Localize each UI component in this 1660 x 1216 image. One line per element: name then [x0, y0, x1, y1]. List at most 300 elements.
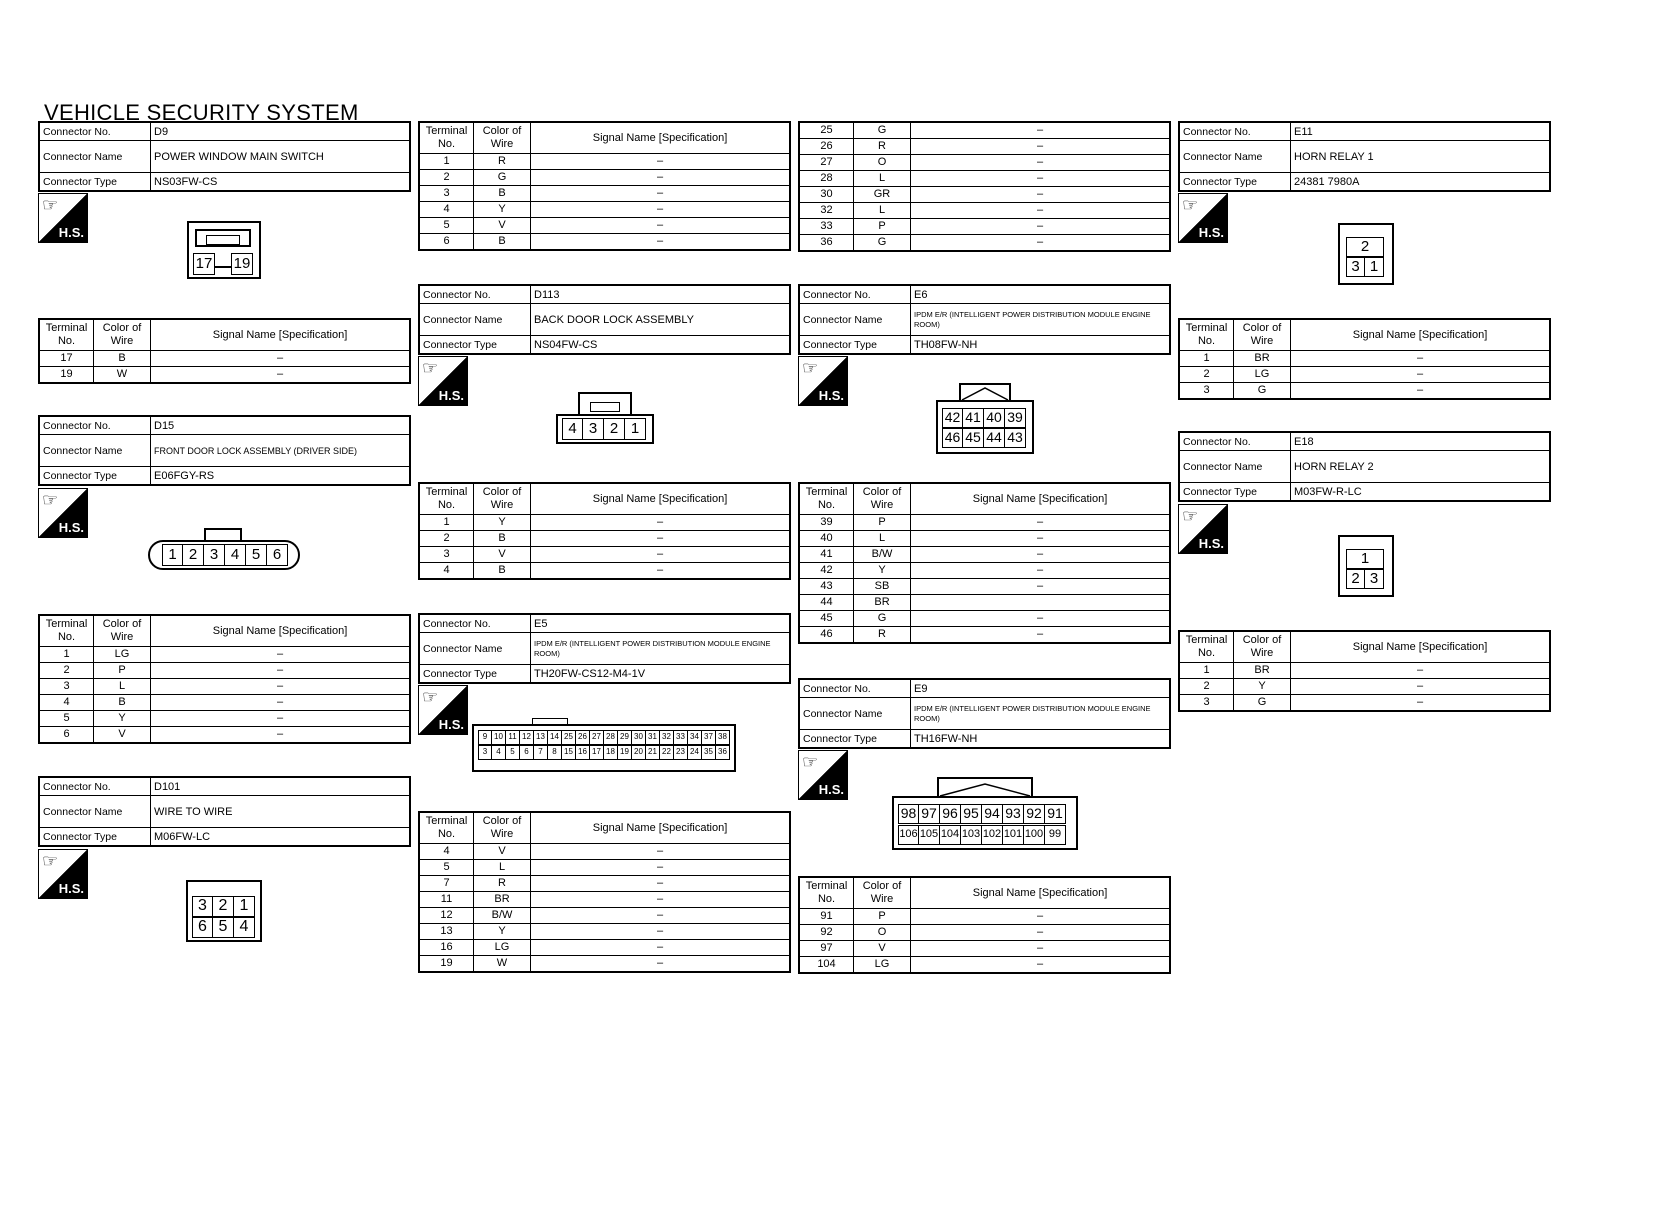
wire-color-cell: Y — [474, 202, 531, 218]
table-row — [419, 234, 790, 251]
table-row — [419, 860, 790, 876]
harness-side-icon: ☞ H.S. — [1178, 504, 1228, 554]
signal-name-cell: – — [911, 563, 1171, 579]
terminal-no-cell: 39 — [799, 515, 854, 531]
signal-name-cell: – — [151, 711, 411, 727]
connector-name-value: IPDM E/R (INTELLIGENT POWER DISTRIBUTION MODULE ENGINE ROOM) — [531, 633, 791, 665]
wire-color-cell: Y — [854, 563, 911, 579]
pin: 97 — [919, 804, 940, 824]
pin: 42 — [942, 408, 963, 428]
pin: 6 — [192, 917, 213, 938]
color-header: Color of Wire — [94, 319, 151, 351]
wire-color-cell: P — [854, 515, 911, 531]
pin: 25 — [562, 730, 576, 745]
table-row — [39, 727, 410, 744]
connector-type-value: E06FGY-RS — [151, 467, 411, 486]
terminal-no-cell: 45 — [799, 611, 854, 627]
wire-color-cell: B — [94, 695, 151, 711]
pin: 13 — [534, 730, 548, 745]
signal-name-cell: – — [911, 909, 1171, 925]
terminal-table-e18 — [1178, 630, 1551, 712]
terminal-no-cell: 1 — [39, 647, 94, 663]
pin: 3 — [192, 896, 213, 917]
signal-name-cell: – — [911, 627, 1171, 644]
table-row — [799, 515, 1170, 531]
connector-no-value: D9 — [151, 122, 411, 141]
connector-no-value: D101 — [151, 777, 411, 796]
pin: 39 — [1005, 408, 1026, 428]
terminal-no-cell: 1 — [419, 154, 474, 170]
terminal-no-cell: 12 — [419, 908, 474, 924]
pin: 15 — [562, 745, 576, 760]
pin: 3 — [204, 544, 225, 566]
connector-no-label: Connector No. — [1179, 432, 1291, 451]
pin: 44 — [984, 428, 1005, 448]
terminal-no-cell: 4 — [419, 844, 474, 860]
pin: 45 — [963, 428, 984, 448]
table-row — [799, 579, 1170, 595]
wire-color-cell: V — [94, 727, 151, 744]
pin: 93 — [1003, 804, 1024, 824]
table-row — [799, 122, 1170, 139]
pin: 95 — [961, 804, 982, 824]
signal-name-cell: – — [911, 171, 1171, 187]
signal-header: Signal Name [Specification] — [1291, 631, 1551, 663]
terminal-no-cell: 6 — [39, 727, 94, 744]
terminal-no-cell: 3 — [419, 547, 474, 563]
pin: 22 — [660, 745, 674, 760]
connector-type-label: Connector Type — [39, 173, 151, 192]
signal-name-cell: – — [911, 611, 1171, 627]
terminal-no-cell: 2 — [1179, 679, 1234, 695]
pin: 104 — [940, 825, 961, 845]
table-row — [39, 711, 410, 727]
pin: 3 — [583, 418, 604, 440]
signal-name-cell: – — [531, 515, 791, 531]
pin: 96 — [940, 804, 961, 824]
pin: 17 — [590, 745, 604, 760]
wire-color-cell: L — [854, 171, 911, 187]
terminal-no-cell: 2 — [1179, 367, 1234, 383]
signal-header: Signal Name [Specification] — [151, 319, 411, 351]
pin: 35 — [702, 745, 716, 760]
signal-name-cell: – — [151, 727, 411, 744]
connector-name-label: Connector Name — [419, 633, 531, 665]
signal-header: Signal Name [Specification] — [531, 483, 791, 515]
table-row — [1179, 367, 1550, 383]
connector-no-value: E6 — [911, 285, 1171, 304]
wire-color-cell: V — [474, 547, 531, 563]
wire-color-cell: R — [854, 627, 911, 644]
table-row — [799, 547, 1170, 563]
signal-name-cell — [911, 595, 1171, 611]
pin: 4 — [492, 745, 506, 760]
color-header: Color of Wire — [1234, 319, 1291, 351]
connector-e6 — [798, 284, 1171, 355]
wire-color-cell: B — [94, 351, 151, 367]
terminal-no-cell: 19 — [419, 956, 474, 973]
terminal-no-cell: 97 — [799, 941, 854, 957]
pin: 37 — [702, 730, 716, 745]
terminal-no-cell: 3 — [39, 679, 94, 695]
terminal-no-cell: 1 — [419, 515, 474, 531]
signal-name-cell: – — [1291, 351, 1551, 367]
connector-name-value: IPDM E/R (INTELLIGENT POWER DISTRIBUTION MODULE ENGINE ROOM) — [911, 698, 1171, 730]
pin: 99 — [1045, 825, 1066, 845]
signal-name-cell: – — [531, 218, 791, 234]
wire-color-cell: B — [474, 186, 531, 202]
signal-name-cell: – — [911, 925, 1171, 941]
wire-color-cell: BR — [1234, 663, 1291, 679]
pin: 43 — [1005, 428, 1026, 448]
table-row — [799, 155, 1170, 171]
signal-name-cell: – — [1291, 367, 1551, 383]
color-header: Color of Wire — [474, 812, 531, 844]
connector-no-value: E18 — [1291, 432, 1551, 451]
signal-name-cell: – — [1291, 679, 1551, 695]
connector-header — [38, 121, 411, 192]
wire-color-cell: G — [854, 122, 911, 139]
wire-color-cell: B/W — [474, 908, 531, 924]
table-row — [799, 171, 1170, 187]
pin: 105 — [919, 825, 940, 845]
connector-no-label: Connector No. — [419, 285, 531, 304]
terminal-no-cell: 5 — [419, 218, 474, 234]
color-header: Color of Wire — [1234, 631, 1291, 663]
terminal-no-header: Terminal No. — [799, 877, 854, 909]
pin: 32 — [660, 730, 674, 745]
wire-color-cell: R — [474, 876, 531, 892]
signal-name-cell: – — [531, 956, 791, 973]
terminal-no-cell: 104 — [799, 957, 854, 974]
connector-e18-face — [1338, 535, 1394, 597]
pin: 29 — [618, 730, 632, 745]
table-row — [799, 531, 1170, 547]
signal-name-cell: – — [531, 876, 791, 892]
terminal-no-cell: 42 — [799, 563, 854, 579]
table-row — [799, 627, 1170, 644]
wire-color-cell: LG — [474, 940, 531, 956]
connector-type-value: TH16FW-NH — [911, 730, 1171, 749]
table-row — [39, 367, 410, 384]
pin: 3 — [478, 745, 492, 760]
connector-type-value: TH08FW-NH — [911, 336, 1171, 355]
pin: 28 — [604, 730, 618, 745]
connector-name-value: HORN RELAY 1 — [1291, 141, 1551, 173]
table-row — [419, 515, 790, 531]
signal-header: Signal Name [Specification] — [911, 877, 1171, 909]
connector-no-label: Connector No. — [799, 679, 911, 698]
pin: 36 — [716, 745, 730, 760]
terminal-no-cell: 30 — [799, 187, 854, 203]
terminal-no-cell: 2 — [419, 170, 474, 186]
signal-name-cell: – — [911, 547, 1171, 563]
pin: 102 — [982, 825, 1003, 845]
terminal-no-cell: 11 — [419, 892, 474, 908]
terminal-no-cell: 6 — [419, 234, 474, 251]
pin: 30 — [632, 730, 646, 745]
terminal-no-cell: 5 — [419, 860, 474, 876]
wire-color-cell: G — [854, 235, 911, 252]
connector-name-label: Connector Name — [39, 435, 151, 467]
wire-color-cell: G — [854, 611, 911, 627]
signal-name-cell: – — [531, 531, 791, 547]
pin: 2 — [213, 896, 234, 917]
pin: 94 — [982, 804, 1003, 824]
harness-side-icon: ☞ H.S. — [38, 193, 88, 243]
terminal-no-cell: 4 — [39, 695, 94, 711]
table-row — [419, 531, 790, 547]
table-row — [419, 876, 790, 892]
terminal-no-cell: 2 — [39, 663, 94, 679]
terminal-no-cell: 33 — [799, 219, 854, 235]
connector-d101-face — [186, 880, 262, 942]
wire-color-cell: B — [474, 531, 531, 547]
wire-color-cell: LG — [94, 647, 151, 663]
terminal-no-cell: 3 — [1179, 383, 1234, 400]
signal-header: Signal Name [Specification] — [151, 615, 411, 647]
signal-name-cell: – — [911, 155, 1171, 171]
terminal-no-header: Terminal No. — [1179, 319, 1234, 351]
wire-color-cell: O — [854, 155, 911, 171]
connector-name-value: HORN RELAY 2 — [1291, 451, 1551, 483]
wire-color-cell: BR — [854, 595, 911, 611]
connector-name-label: Connector Name — [419, 304, 531, 336]
pin: 4 — [234, 917, 255, 938]
terminal-no-cell: 4 — [419, 202, 474, 218]
signal-name-cell: – — [151, 663, 411, 679]
signal-name-cell: – — [911, 941, 1171, 957]
table-row — [419, 563, 790, 580]
pin: 5 — [506, 745, 520, 760]
pin: 19 — [618, 745, 632, 760]
wire-color-cell: V — [474, 844, 531, 860]
pin: 8 — [548, 745, 562, 760]
wire-color-cell: Y — [474, 924, 531, 940]
signal-header: Signal Name [Specification] — [1291, 319, 1551, 351]
pin: 41 — [963, 408, 984, 428]
harness-side-icon: ☞ H.S. — [38, 849, 88, 899]
connector-type-label: Connector Type — [39, 467, 151, 486]
terminal-table-e11 — [1178, 318, 1551, 400]
connector-name-label: Connector Name — [39, 141, 151, 173]
pin: 3 — [1365, 569, 1384, 589]
connector-name-label: Connector Name — [39, 796, 151, 828]
wire-color-cell: R — [854, 139, 911, 155]
pin: 12 — [520, 730, 534, 745]
connector-type-value: M03FW-R-LC — [1291, 483, 1551, 502]
connector-type-label: Connector Type — [39, 828, 151, 847]
pin: 40 — [984, 408, 1005, 428]
color-header: Color of Wire — [474, 483, 531, 515]
connector-e5 — [418, 613, 791, 684]
signal-name-cell: – — [531, 940, 791, 956]
pin: 92 — [1024, 804, 1045, 824]
signal-name-cell: – — [151, 679, 411, 695]
connector-d9-face — [187, 221, 261, 279]
connector-type-value: 24381 7980A — [1291, 173, 1551, 192]
color-header: Color of Wire — [94, 615, 151, 647]
connector-name-value: BACK DOOR LOCK ASSEMBLY — [531, 304, 791, 336]
connector-type-value: NS04FW-CS — [531, 336, 791, 355]
terminal-table-d9 — [38, 318, 411, 384]
table-row — [39, 695, 410, 711]
table-row — [799, 957, 1170, 974]
connector-no-value: E5 — [531, 614, 791, 633]
signal-name-cell: – — [531, 924, 791, 940]
wire-color-cell: G — [1234, 383, 1291, 400]
table-row — [39, 351, 410, 367]
wire-color-cell: W — [474, 956, 531, 973]
terminal-no-header: Terminal No. — [419, 122, 474, 154]
pin: 91 — [1045, 804, 1066, 824]
wire-color-cell: BR — [1234, 351, 1291, 367]
pin: 1 — [234, 896, 255, 917]
terminal-no-cell: 2 — [419, 531, 474, 547]
pin: 46 — [942, 428, 963, 448]
terminal-no-cell: 3 — [419, 186, 474, 202]
pin: 38 — [716, 730, 730, 745]
wire-color-cell: Y — [94, 711, 151, 727]
signal-name-cell: – — [911, 957, 1171, 974]
connector-no-label: Connector No. — [1179, 122, 1291, 141]
wire-color-cell: P — [94, 663, 151, 679]
table-row — [1179, 663, 1550, 679]
table-row — [419, 202, 790, 218]
pin: 1 — [625, 418, 646, 440]
wire-color-cell: W — [94, 367, 151, 384]
terminal-no-header: Terminal No. — [419, 483, 474, 515]
table-row — [799, 909, 1170, 925]
connector-no-value: E9 — [911, 679, 1171, 698]
signal-name-cell: – — [531, 908, 791, 924]
wire-color-cell: V — [854, 941, 911, 957]
connector-no-label: Connector No. — [419, 614, 531, 633]
wire-color-cell: L — [854, 203, 911, 219]
wire-color-cell: LG — [1234, 367, 1291, 383]
terminal-no-cell: 3 — [1179, 695, 1234, 712]
terminal-no-cell: 36 — [799, 235, 854, 252]
signal-header: Signal Name [Specification] — [911, 483, 1171, 515]
connector-type-label: Connector Type — [419, 665, 531, 684]
pin: 11 — [506, 730, 520, 745]
pin: 16 — [576, 745, 590, 760]
table-row — [799, 611, 1170, 627]
pin: 2 — [604, 418, 625, 440]
pin: 3 — [1346, 257, 1365, 277]
wire-color-cell: B/W — [854, 547, 911, 563]
connector-name-label: Connector Name — [1179, 141, 1291, 173]
table-row — [799, 203, 1170, 219]
connector-name-value: POWER WINDOW MAIN SWITCH — [151, 141, 411, 173]
terminal-no-cell: 13 — [419, 924, 474, 940]
signal-name-cell: – — [531, 547, 791, 563]
harness-side-icon: ☞ H.S. — [38, 488, 88, 538]
terminal-no-cell: 91 — [799, 909, 854, 925]
terminal-no-cell: 19 — [39, 367, 94, 384]
wire-color-cell: O — [854, 925, 911, 941]
table-row — [419, 956, 790, 973]
pin: 27 — [590, 730, 604, 745]
table-row — [39, 647, 410, 663]
pin: 7 — [534, 745, 548, 760]
table-row — [419, 908, 790, 924]
table-row — [419, 940, 790, 956]
table-row — [419, 170, 790, 186]
signal-header: Signal Name [Specification] — [531, 812, 791, 844]
connector-e6-face — [936, 382, 1034, 454]
pin: 10 — [492, 730, 506, 745]
pin: 9 — [478, 730, 492, 745]
signal-name-cell: – — [531, 892, 791, 908]
wire-color-cell: V — [474, 218, 531, 234]
terminal-no-cell: 1 — [1179, 351, 1234, 367]
terminal-no-cell: 28 — [799, 171, 854, 187]
pin: 6 — [520, 745, 534, 760]
pin: 18 — [604, 745, 618, 760]
pin: 4 — [225, 544, 246, 566]
pin: 98 — [898, 804, 919, 824]
connector-e18 — [1178, 431, 1551, 502]
pin: 23 — [674, 745, 688, 760]
pin: 26 — [576, 730, 590, 745]
signal-name-cell: – — [911, 187, 1171, 203]
harness-side-icon: ☞ H.S. — [798, 356, 848, 406]
signal-name-cell: – — [151, 695, 411, 711]
pin: 17 — [193, 253, 215, 275]
wire-color-cell: R — [474, 154, 531, 170]
wire-color-cell: GR — [854, 187, 911, 203]
pin: 19 — [231, 253, 253, 275]
signal-name-cell: – — [1291, 695, 1551, 712]
pin: 31 — [646, 730, 660, 745]
connector-type-label: Connector Type — [419, 336, 531, 355]
table-row — [799, 139, 1170, 155]
terminal-no-header: Terminal No. — [39, 615, 94, 647]
pin: 101 — [1003, 825, 1024, 845]
terminal-table-e5-continued — [798, 121, 1171, 252]
signal-name-cell: – — [151, 647, 411, 663]
table-row — [419, 218, 790, 234]
connector-d9 — [38, 121, 411, 192]
connector-name-label: Connector Name — [1179, 451, 1291, 483]
terminal-no-cell: 26 — [799, 139, 854, 155]
terminal-no-cell: 17 — [39, 351, 94, 367]
connector-d15-face — [148, 528, 300, 572]
table-row — [799, 925, 1170, 941]
connector-no-label: Connector No. — [39, 122, 151, 141]
table-row — [799, 187, 1170, 203]
table-row — [419, 154, 790, 170]
table-row — [419, 924, 790, 940]
signal-name-cell: – — [531, 154, 791, 170]
terminal-no-cell: 25 — [799, 122, 854, 139]
terminal-no-cell: 16 — [419, 940, 474, 956]
wire-color-cell: Y — [1234, 679, 1291, 695]
signal-name-cell: – — [1291, 383, 1551, 400]
table-row — [419, 547, 790, 563]
connector-type-value: NS03FW-CS — [151, 173, 411, 192]
table-row — [39, 663, 410, 679]
signal-name-cell: – — [531, 186, 791, 202]
terminal-table-d15 — [38, 614, 411, 744]
pin: 100 — [1024, 825, 1045, 845]
wire-color-cell: L — [854, 531, 911, 547]
pin: 33 — [674, 730, 688, 745]
connector-type-label: Connector Type — [799, 730, 911, 749]
pin: 2 — [1346, 569, 1365, 589]
wire-color-cell: P — [854, 909, 911, 925]
